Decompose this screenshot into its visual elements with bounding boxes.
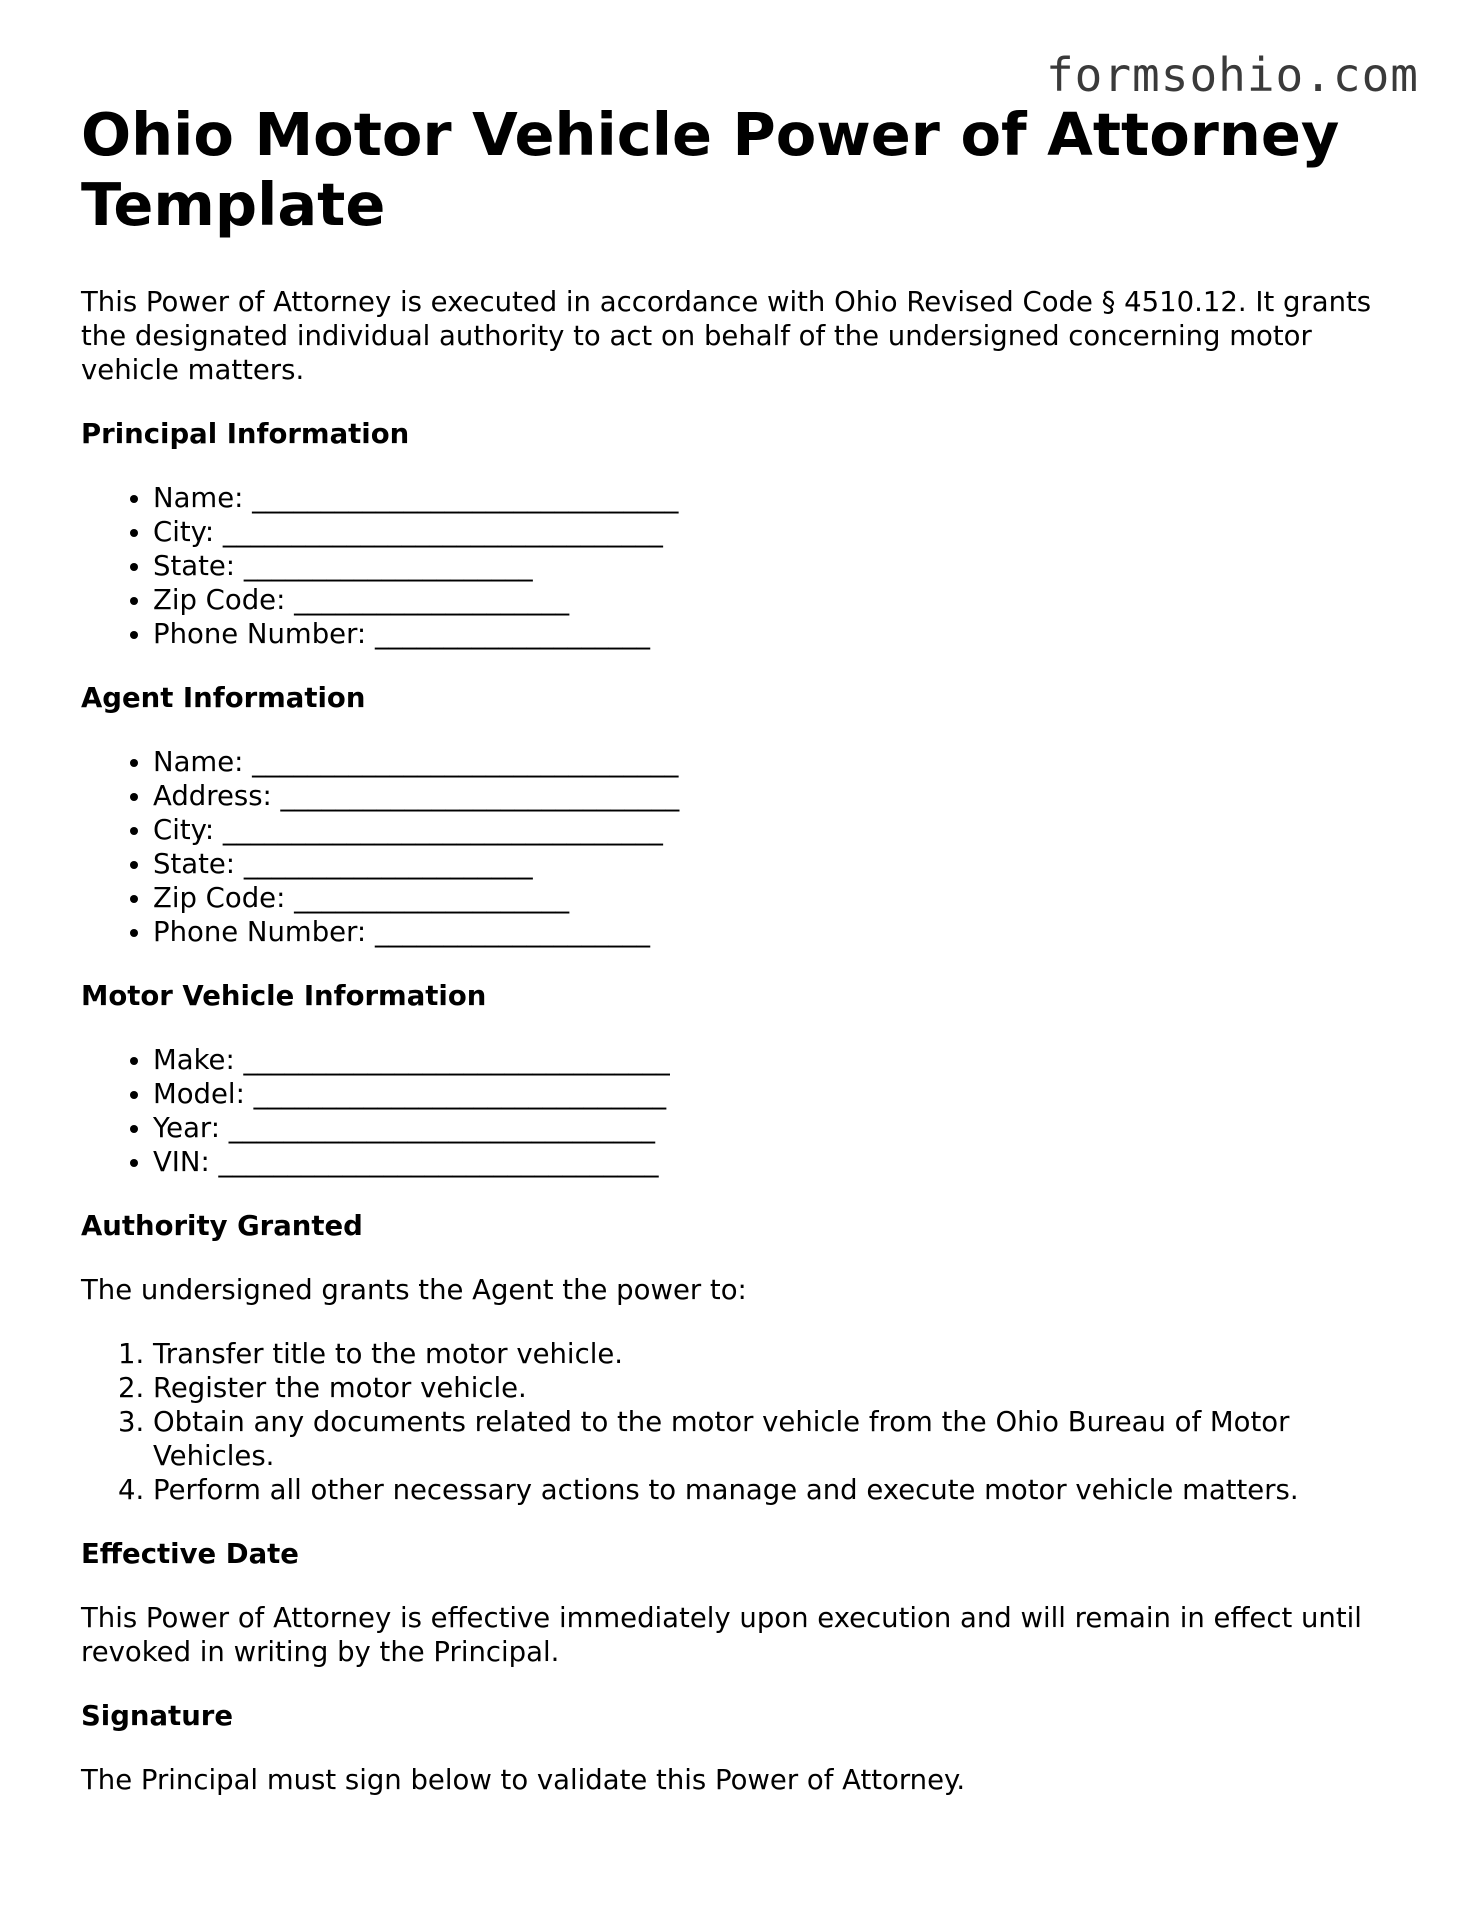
fill-line: _______________________________	[252, 746, 679, 778]
fill-line: ____________________	[294, 584, 570, 616]
effective-date-text: This Power of Attorney is effective immediately upon execution and will remain in effect until revoked in writing by the Principal.	[81, 1602, 1362, 1668]
field-label: Model:	[153, 1078, 245, 1110]
field-label: State:	[153, 550, 236, 582]
signature-text: The Principal must sign below to validate this Power of Attorney.	[81, 1764, 966, 1796]
agent-name-field	[153, 745, 1411, 779]
principal-phone-field	[153, 617, 1411, 651]
vehicle-model-field	[153, 1077, 1411, 1111]
document-title: Ohio Motor Vehicle Power of Attorney Template	[81, 100, 1340, 239]
fill-line: ____________________	[374, 916, 650, 948]
authority-intro: The undersigned grants the Agent the power to:	[81, 1274, 747, 1306]
fill-line: _____________________	[243, 848, 533, 880]
agent-phone-field	[153, 915, 1411, 949]
field-label: Zip Code:	[153, 584, 286, 616]
fill-line: ____________________	[294, 882, 570, 914]
field-label: Year:	[153, 1112, 221, 1144]
fill-line: _____________________	[243, 550, 533, 582]
fill-line: _______________________________	[243, 1044, 670, 1076]
principal-fields-list	[81, 481, 1411, 651]
field-label: Name:	[153, 482, 244, 514]
field-label: Address:	[153, 780, 272, 812]
vehicle-year-field	[153, 1111, 1411, 1145]
principal-zip-field	[153, 583, 1411, 617]
agent-heading: Agent Information	[81, 682, 366, 714]
fill-line: ______________________________	[253, 1078, 667, 1110]
principal-name-field	[153, 481, 1411, 515]
agent-state-field	[153, 847, 1411, 881]
field-label: Zip Code:	[153, 882, 286, 914]
authority-item: 2. Register the motor vehicle.	[153, 1371, 1411, 1405]
principal-heading: Principal Information	[81, 418, 410, 450]
field-label: City:	[153, 516, 215, 548]
authority-list	[81, 1337, 1411, 1507]
field-label: Phone Number:	[153, 618, 367, 650]
field-label: State:	[153, 848, 236, 880]
vehicle-vin-field	[153, 1145, 1411, 1179]
authority-item: 3. Obtain any documents related to the motor vehicle from the Ohio Bureau of Motor Vehicles.	[153, 1405, 1411, 1473]
intro-paragraph: This Power of Attorney is executed in accordance with Ohio Revised Code § 4510.12. It grants the designated individual authority to act on behalf of the undersigned concerning motor vehicle matters.	[81, 286, 1372, 386]
vehicle-fields-list	[81, 1043, 1411, 1179]
fill-line: ________________________________	[222, 814, 663, 846]
principal-state-field	[153, 549, 1411, 583]
watermark: formsohio.com	[1045, 48, 1419, 102]
authority-heading: Authority Granted	[81, 1210, 363, 1242]
principal-city-field	[153, 515, 1411, 549]
field-label: VIN:	[153, 1146, 210, 1178]
vehicle-heading: Motor Vehicle Information	[81, 980, 487, 1012]
agent-fields-list	[81, 745, 1411, 949]
field-label: Name:	[153, 746, 244, 778]
fill-line: ____________________	[374, 618, 650, 650]
field-label: Phone Number:	[153, 916, 367, 948]
fill-line: _____________________________	[280, 780, 680, 812]
authority-item: 1. Transfer title to the motor vehicle.	[153, 1337, 1411, 1371]
signature-heading: Signature	[81, 1700, 233, 1732]
authority-item: 4. Perform all other necessary actions to manage and execute motor vehicle matters.	[153, 1473, 1411, 1507]
agent-address-field	[153, 779, 1411, 813]
effective-date-heading: Effective Date	[81, 1538, 299, 1570]
field-label: Make:	[153, 1044, 235, 1076]
agent-zip-field	[153, 881, 1411, 915]
fill-line: _______________________________	[252, 482, 679, 514]
document-body	[81, 100, 1411, 1827]
fill-line: _______________________________	[228, 1112, 656, 1144]
vehicle-make-field	[153, 1043, 1411, 1077]
field-label: City:	[153, 814, 215, 846]
agent-city-field	[153, 813, 1411, 847]
fill-line: ________________________________	[222, 516, 663, 548]
fill-line: ________________________________	[218, 1146, 659, 1178]
